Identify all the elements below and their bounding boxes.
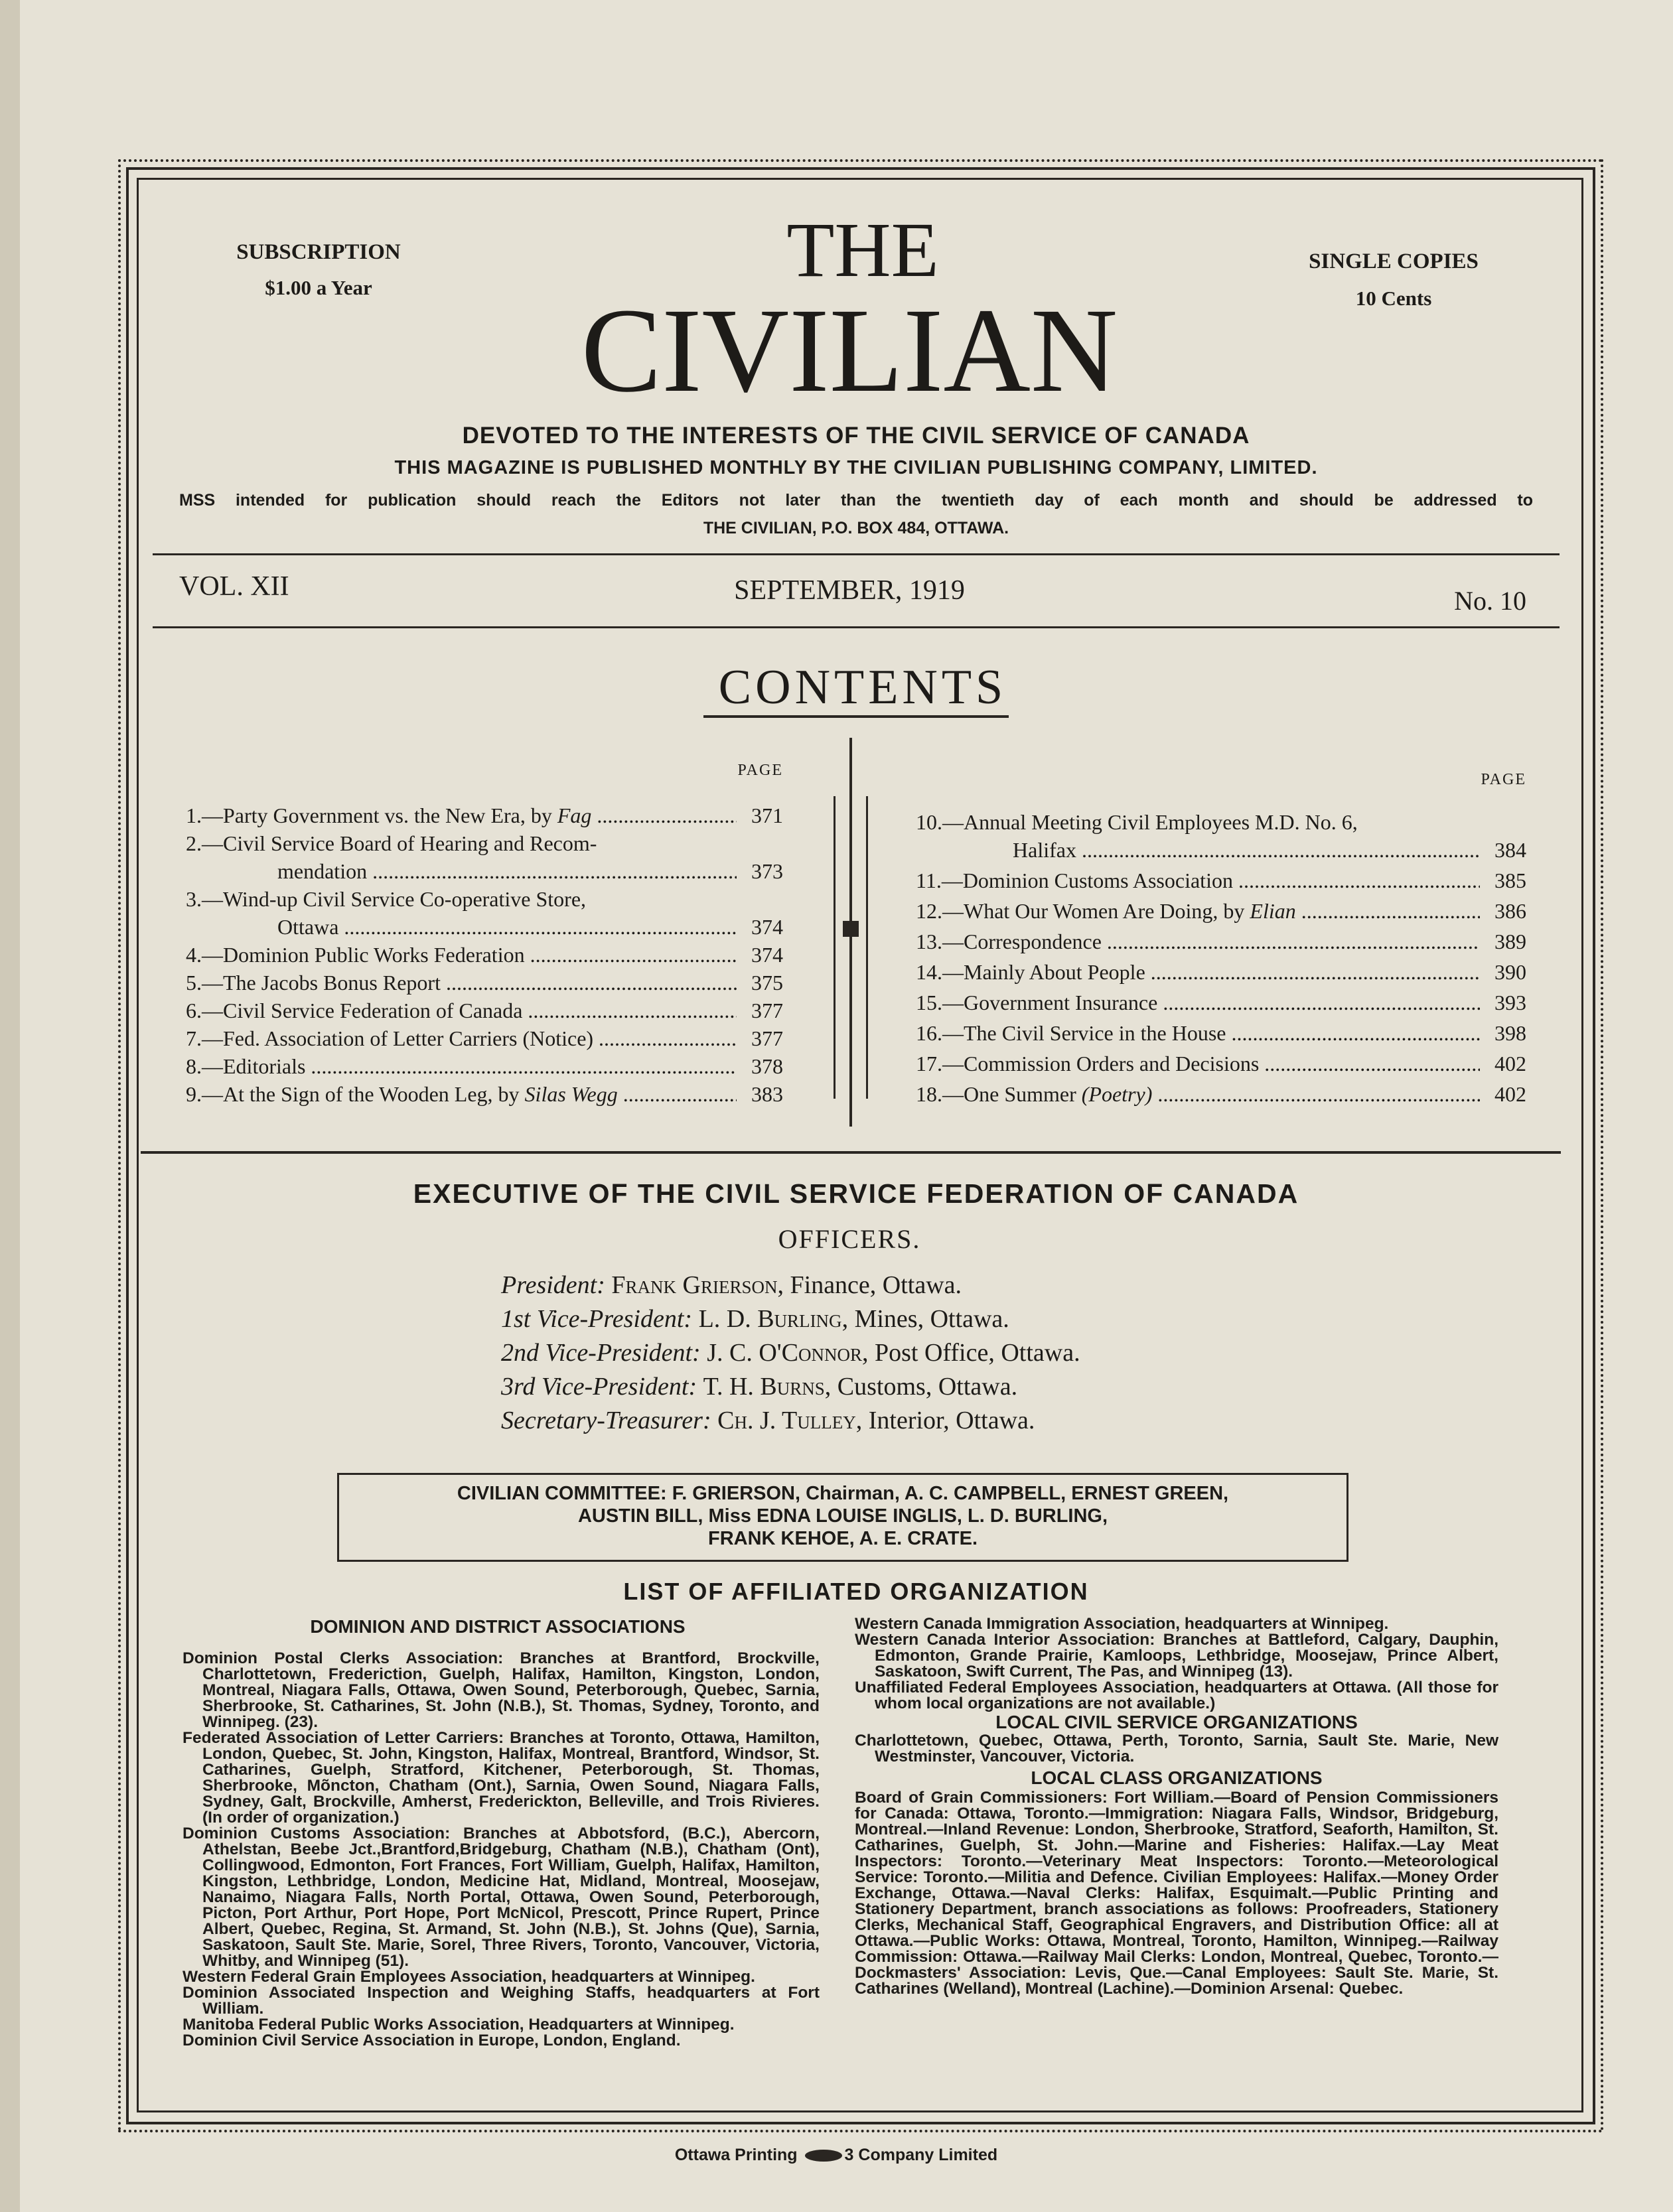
list-item: Dominion Postal Clerks Association: Branches at Brantford, Brockville, Charlottetown, Frederiction, Guelph, Halifax, Hamilton, Kingston, London, Montreal, Niagara Falls, Ottawa, Owen Sound, Peterborough, Quebec, Sarnia, Sherbrooke, St. Catharines, St. John (N.B.), St. Thomas, Sydney, Toronto, and Winnipeg. (23). bbox=[182, 1649, 820, 1731]
page-header-right: PAGE bbox=[1481, 771, 1526, 788]
toc-entry: 16.— The Civil Service in the House ..... 398 bbox=[916, 1019, 1526, 1047]
toc-entry: 4.— Dominion Public Works Federation ..... 374 bbox=[186, 941, 783, 969]
committee-line: FRANK KEHOE, A. E. CRATE. bbox=[707, 1528, 978, 1549]
officers-list bbox=[501, 1269, 1297, 1438]
toc-right-column bbox=[916, 808, 1526, 1108]
list-item: Dominion Customs Association: Branches at Abbotsford, (B.C.), Abercorn, Athelstan, Beebe Jct.,Brantford,Bridgeburg, Chatham (N.B.), Chatham (Ont), Collingwood, Edmonton, Fort Frances, Fort William, Guelph, Halifax, Hamilton, Kingston, Lethbridge, London, Medicine Hat, Midland, Montreal, Moosejaw, Nanaimo, Niagara Falls, North Portal, Ottawa, Owen Sound, Peterborough, Picton, Port Arthur, Port Hope, Port McNicol, Prescott, Prince Rupert, Prince Albert, Quebec, Regina, St. Armand, St. John (N.B.), St. Johns (Que), Sarnia, Saskatoon, Sault Ste. Marie, Sorel, Three Rivers, Toronto, Vancouver, Victoria, Whitby, and Winnipeg (51). bbox=[182, 1825, 820, 1970]
affiliated-title: LIST OF AFFILIATED ORGANIZATION bbox=[623, 1578, 1089, 1605]
rule-bottom bbox=[153, 626, 1560, 628]
page-binding-edge bbox=[0, 0, 20, 2212]
toc-entry-cont: mendation ..... 373 bbox=[186, 857, 783, 885]
officer-entry: Secretary-Treasurer: Ch. J. Tulley, Interior, Ottawa. bbox=[501, 1407, 1035, 1434]
issue-number: No. 10 bbox=[1454, 586, 1526, 616]
published-line: THIS MAGAZINE IS PUBLISHED MONTHLY BY THE CIVILIAN PUBLISHING COMPANY, LIMITED. bbox=[394, 457, 1318, 478]
toc-divider-left bbox=[834, 796, 836, 1099]
rule-top bbox=[153, 553, 1560, 555]
imprint-left: Ottawa Printing bbox=[674, 2146, 798, 2164]
toc-divider-right bbox=[866, 796, 868, 1099]
contents-underline bbox=[703, 715, 1009, 718]
subscription-label: SUBSCRIPTION bbox=[236, 240, 401, 264]
officer-entry: 1st Vice-President: L. D. Burling, Mines, Ottawa. bbox=[501, 1305, 1009, 1333]
officer-entry: President: Frank Grierson, Finance, Ottawa. bbox=[501, 1271, 962, 1299]
mss-note: MSS intended for publication should reach the Editors not later than the twentieth day of each month and should be addressed to bbox=[179, 491, 1533, 510]
subscription-price: $1.00 a Year bbox=[265, 276, 372, 299]
dominion-associations-list bbox=[182, 1651, 820, 2049]
toc-entry: 12.— What Our Women Are Doing, by Elian ..... 386 bbox=[916, 897, 1526, 925]
toc-entry: 8.— Editorials ..... 378 bbox=[186, 1052, 783, 1080]
toc-entry: 13.— Correspondence ..... 389 bbox=[916, 928, 1526, 955]
toc-entry: 2.— Civil Service Board of Hearing and Recom- bbox=[186, 831, 597, 855]
dominion-associations-header: DOMINION AND DISTRICT ASSOCIATIONS bbox=[310, 1616, 686, 1637]
toc-entry: 11.— Dominion Customs Association ..... 385 bbox=[916, 866, 1526, 894]
imprint-mark: 3 bbox=[844, 2146, 854, 2164]
toc-entry: 5.— The Jacobs Bonus Report ..... 375 bbox=[186, 969, 783, 997]
toc-divider-ornament bbox=[843, 921, 859, 937]
officer-entry: 2nd Vice-President: J. C. O'Connor, Post Office, Ottawa. bbox=[501, 1339, 1080, 1367]
toc-entry: 18.— One Summer (Poetry) ..... 402 bbox=[916, 1080, 1526, 1108]
toc-left-column bbox=[186, 801, 783, 1108]
executive-title: EXECUTIVE OF THE CIVIL SERVICE FEDERATION OF CANADA bbox=[413, 1178, 1299, 1209]
local-civil-service-header: LOCAL CIVIL SERVICE ORGANIZATIONS bbox=[995, 1712, 1358, 1732]
western-associations-list bbox=[855, 1616, 1498, 1997]
committee-line: AUSTIN BILL, Miss EDNA LOUISE INGLIS, L. D. BURLING, bbox=[577, 1505, 1108, 1527]
list-item: Unaffiliated Federal Employees Association, headquarters at Ottawa. (All those for whom local organizations are not available.) bbox=[855, 1679, 1498, 1712]
list-item: Board of Grain Commissioners: Fort William.—Board of Pension Commissioners for Canada: Ottawa, Toronto.—Immigration: Niagara Falls, Windsor, Bridgeburg, Montreal.—Inland Revenue: London, Sherbrooke, Stratford, Seaforth, Hamilton, St. Catharines, Guelph, St. John.—Marine and Fisheries: Halifax.—Lay Meat Inspectors: Toronto.—Veterinary Meat Inspectors: Toronto.—Meteorological Service: Toronto.—Militia and Defence. Civilian Employees: Halifax.—Money Order Exchange, Ottawa.—Naval Clerks: Halifax, Esquimalt.—Public Printing and Stationery Department, branch associations as follows: Proofreaders, Stationery Clerks, Mechanical Staff, Geographical Engravers, and Distribution Office: all at Ottawa.—Public Works: Ottawa, Montreal, Toronto, Hamilton, Winnipeg.—Railway Commission: Ottawa.—Railway Mail Clerks: London, Montreal, Quebec, Toronto.—Dockmasters' Association: Levis, Que.—Canal Employees: Sault Ste. Marie, St. Catharines (Welland), Montreal (Lachine).—Dominion Arsenal: Quebec. bbox=[855, 1789, 1498, 1998]
committee-line: CIVILIAN COMMITTEE: F. GRIERSON, Chairman, A. C. CAMPBELL, ERNEST GREEN, bbox=[457, 1483, 1229, 1504]
officers-header: OFFICERS. bbox=[778, 1224, 921, 1254]
toc-entry: 14.— Mainly About People ..... 390 bbox=[916, 958, 1526, 986]
toc-entry: 10.— Annual Meeting Civil Employees M.D. No. 6, bbox=[916, 810, 1358, 834]
toc-entry: 7.— Fed. Association of Letter Carriers (Notice) ..... 377 bbox=[186, 1024, 783, 1052]
toc-entry-cont: Ottawa ..... 374 bbox=[186, 913, 783, 941]
printer-imprint bbox=[597, 2146, 1075, 2165]
toc-entry: 3.— Wind-up Civil Service Co-operative Store, bbox=[186, 887, 587, 911]
page-header-left: PAGE bbox=[737, 762, 783, 779]
section-rule bbox=[141, 1151, 1561, 1154]
imprint-right: Company Limited bbox=[858, 2146, 998, 2164]
single-copies-label: SINGLE COPIES bbox=[1309, 249, 1479, 273]
toc-entry: 6.— Civil Service Federation of Canada ..... 377 bbox=[186, 997, 783, 1024]
list-item: Federated Association of Letter Carriers: Branches at Toronto, Ottawa, Hamilton, London, Quebec, St. John, Kingston, Halifax, Montreal, Brantford, Windsor, St. Catharines, Guelph, Stratford, Kitchener, Peterborough, St. Thomas, Sherbrooke, Mõncton, Chatham (Ont.), Sarnia, Owen Sound, Niagara Falls, Sydney, Galt, Brockville, Amherst, Frederickton, Belleville, and Trois Rivieres. (In order of organization.) bbox=[182, 1729, 820, 1827]
single-copies-price: 10 Cents bbox=[1355, 287, 1432, 310]
mss-address: THE CIVILIAN, P.O. BOX 484, OTTAWA. bbox=[703, 519, 1009, 537]
volume-number: VOL. XII bbox=[179, 571, 289, 602]
list-item: Dominion Associated Inspection and Weighing Staffs, headquarters at Fort William. bbox=[182, 1984, 820, 2018]
list-item: Western Canada Immigration Association, headquarters at Winnipeg. bbox=[855, 1615, 1389, 1633]
masthead-the: THE bbox=[786, 206, 939, 293]
toc-entry: 17.— Commission Orders and Decisions ..... 402 bbox=[916, 1050, 1526, 1077]
list-item: Manitoba Federal Public Works Association, Headquarters at Winnipeg. bbox=[182, 2016, 735, 2034]
printer-mark-icon bbox=[805, 2150, 842, 2162]
toc-entry: 1.— Party Government vs. the New Era, by Fag ..... 371 bbox=[186, 801, 783, 829]
list-item: Western Canada Interior Association: Branches at Battleford, Calgary, Dauphin, Edmonton, Grande Prairie, Kamloops, Lethbridge, Moosejaw, Prince Albert, Saskatoon, Swift Current, The Pas, and Winnipeg (13). bbox=[855, 1631, 1498, 1681]
contents-title: CONTENTS bbox=[718, 660, 1007, 715]
devoted-line: DEVOTED TO THE INTERESTS OF THE CIVIL SERVICE OF CANADA bbox=[462, 423, 1250, 449]
issue-date: SEPTEMBER, 1919 bbox=[734, 575, 965, 606]
toc-entry: 9.— At the Sign of the Wooden Leg, by Silas Wegg ..... 383 bbox=[186, 1080, 783, 1108]
toc-entry-cont: Halifax ..... 384 bbox=[916, 836, 1526, 864]
masthead-title: CIVILIAN bbox=[581, 284, 1118, 417]
officer-entry: 3rd Vice-President: T. H. Burns, Customs, Ottawa. bbox=[501, 1373, 1018, 1401]
local-class-header: LOCAL CLASS ORGANIZATIONS bbox=[1031, 1767, 1323, 1788]
toc-entry: 15.— Government Insurance ..... 393 bbox=[916, 989, 1526, 1016]
list-item: Dominion Civil Service Association in Europe, London, England. bbox=[182, 2032, 681, 2049]
list-item: Charlottetown, Quebec, Ottawa, Perth, Toronto, Sarnia, Sault Ste. Marie, New Westminster, Vancouver, Victoria. bbox=[855, 1732, 1498, 1765]
list-item: Western Federal Grain Employees Association, headquarters at Winnipeg. bbox=[182, 1968, 755, 1986]
committee-text bbox=[345, 1482, 1341, 1550]
